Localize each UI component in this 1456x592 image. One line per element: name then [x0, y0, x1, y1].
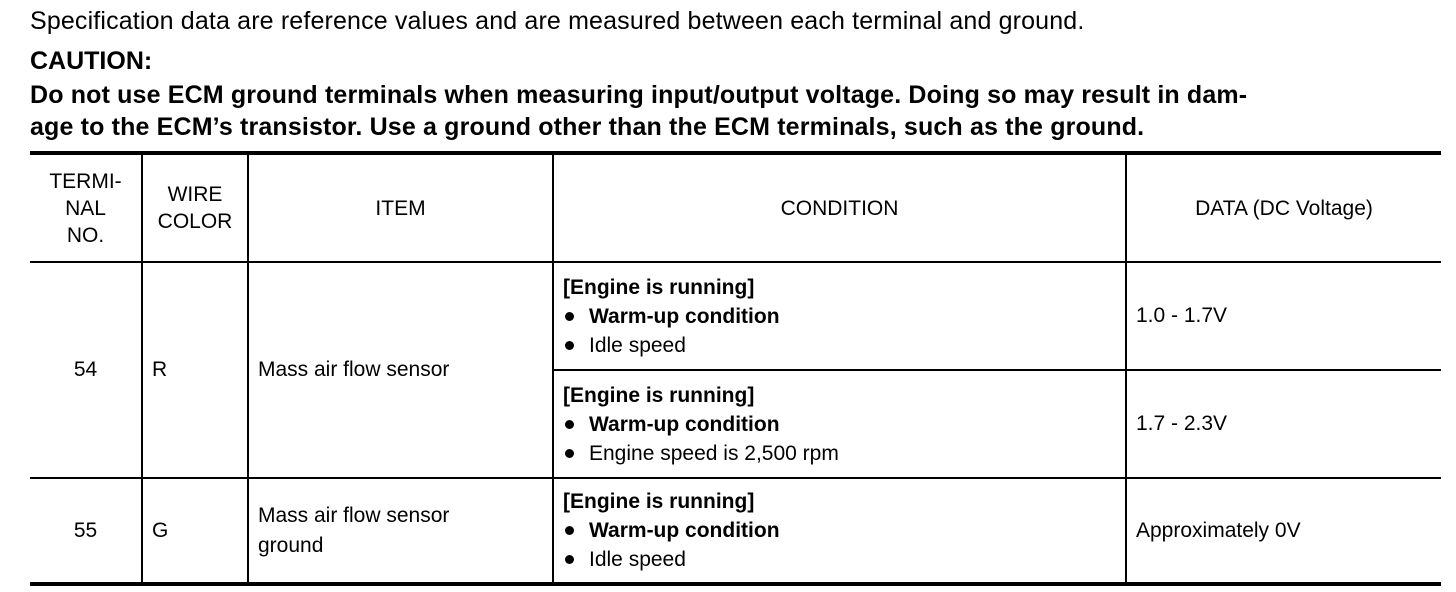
condition-bullet: Idle speed	[589, 333, 686, 357]
condition-cell	[553, 370, 1126, 478]
item-name-line-2: ground	[258, 533, 324, 557]
condition-heading: [Engine is running]	[563, 383, 755, 407]
condition-cell	[553, 478, 1126, 584]
intro-text: Specification data are reference values and are measured between each terminal and ground.	[30, 7, 1085, 35]
caution-line-1: Do not use ECM ground terminals when measuring input/output voltage. Doing so may result in dam-	[30, 81, 1248, 109]
condition-heading: [Engine is running]	[563, 275, 755, 299]
bullet-icon	[565, 449, 574, 458]
condition-bullet: Warm-up condition	[589, 412, 780, 436]
header-data: DATA (DC Voltage)	[1126, 153, 1441, 262]
header-wire-color: WIRE COLOR	[142, 153, 248, 262]
table-row	[30, 478, 1441, 584]
condition-heading: [Engine is running]	[563, 490, 755, 513]
bullet-icon	[565, 420, 574, 429]
bullet-icon	[565, 312, 574, 321]
item-name-line-1: Mass air flow sensor	[258, 503, 450, 527]
header-item: ITEM	[248, 153, 553, 262]
terminal-spec-table	[30, 151, 1441, 586]
condition-cell	[553, 262, 1126, 370]
bullet-icon	[565, 526, 574, 535]
wire-color: R	[142, 262, 248, 478]
item-name: Mass air flow sensor	[248, 262, 553, 478]
terminal-number: 55	[30, 478, 142, 584]
data-value: 1.7 - 2.3V	[1126, 370, 1441, 478]
caution-line-2: age to the ECM’s transistor. Use a ground other than the ECM terminals, such as the ground.	[30, 113, 1145, 141]
header-terminal-no: TERMI- NAL NO.	[30, 153, 142, 262]
header-condition: CONDITION	[553, 153, 1126, 262]
item-name	[248, 478, 553, 584]
condition-bullet: Idle speed	[589, 548, 686, 571]
wire-color: G	[142, 478, 248, 584]
caution-body	[30, 79, 1445, 143]
table-row	[30, 262, 1441, 370]
condition-bullet: Engine speed is 2,500 rpm	[589, 441, 839, 465]
data-value: Approximately 0V	[1126, 478, 1441, 584]
caution-title: CAUTION:	[30, 47, 153, 75]
condition-bullet: Warm-up condition	[589, 519, 780, 542]
terminal-number: 54	[30, 262, 142, 478]
bullet-icon	[565, 341, 574, 350]
bullet-icon	[565, 555, 574, 564]
condition-bullet: Warm-up condition	[589, 304, 780, 328]
data-value: 1.0 - 1.7V	[1126, 262, 1441, 370]
table-header-row	[30, 153, 1441, 262]
